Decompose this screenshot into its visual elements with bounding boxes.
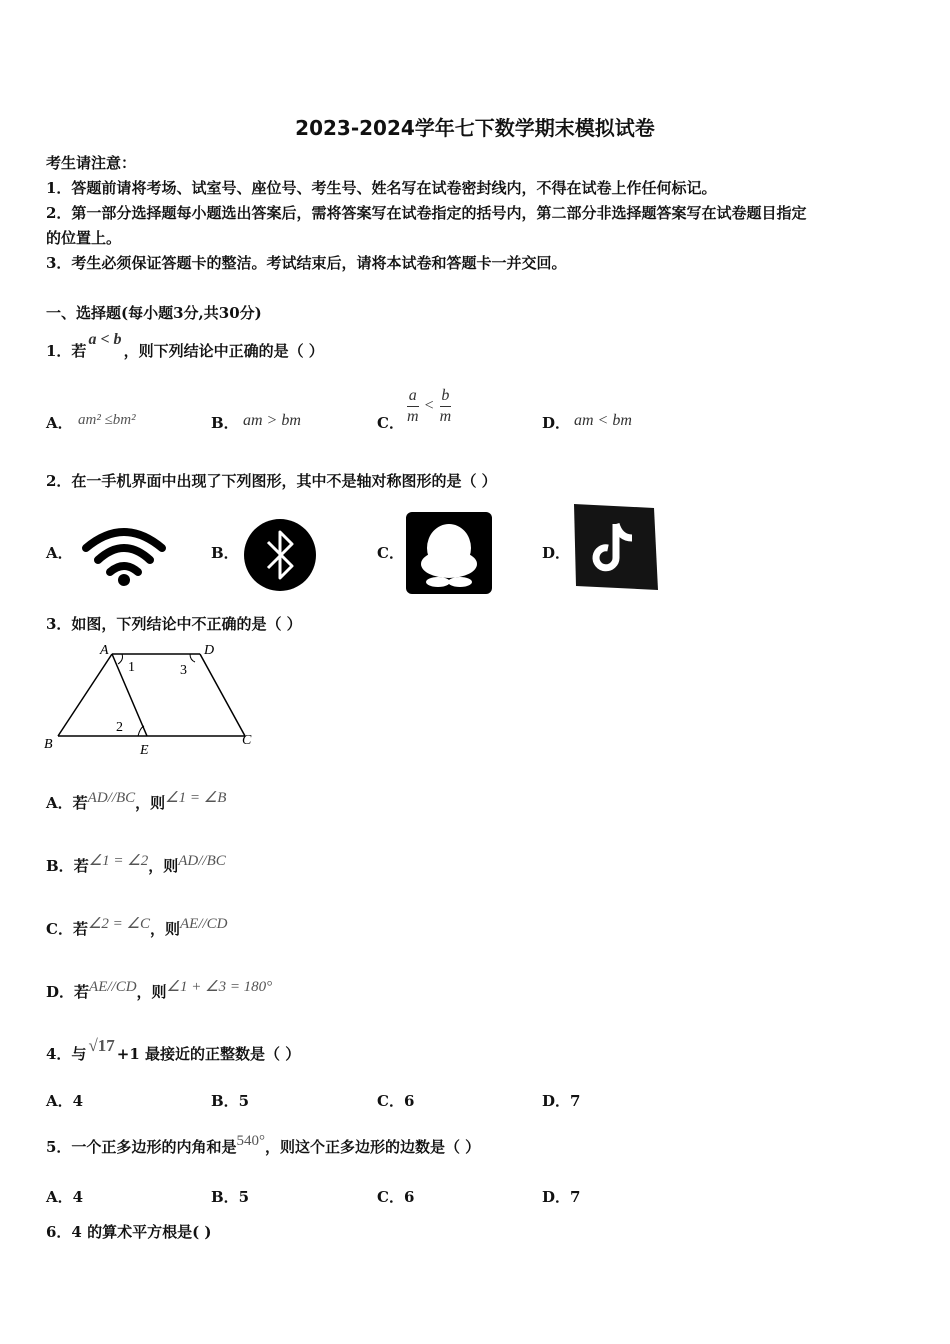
- fig-label-a: A: [100, 643, 109, 658]
- q1-suffix: ，则下列结论中正确的是（ ）: [123, 342, 324, 360]
- q6-stem: 6．4 的算术平方根是( ): [46, 1223, 212, 1241]
- q1-c-den1: m: [407, 408, 419, 425]
- q1-option-a: am² ≤bm²: [78, 412, 136, 428]
- q1-c-num1: a: [407, 386, 419, 407]
- notice-item-3: 3．考生必须保证答题卡的整洁。考试结束后，请将本试卷和答题卡一并交回。: [46, 254, 567, 272]
- q4-option-b: B．5: [211, 1092, 250, 1110]
- section-heading: 一、选择题(每小题3分,共30分): [46, 304, 262, 322]
- q5-value: 540°: [236, 1133, 265, 1149]
- notice-item-1: 1．答题前请将考场、试室号、座位号、考生号、姓名写在试卷密封线内，不得在试卷上作任何标记。: [46, 179, 717, 197]
- q1-prefix: 1．若: [46, 342, 87, 360]
- q4-option-c: C．6: [377, 1092, 415, 1110]
- tiktok-icon: [572, 502, 660, 592]
- q1-option-d: am < bm: [574, 412, 632, 429]
- q1-option-a-label: A．: [46, 414, 73, 432]
- fig-label-b: B: [44, 737, 53, 752]
- q3-option-b: B．若∠1 = ∠2，则AD//BC: [46, 853, 226, 875]
- q3-stem: 3．如图，下列结论中不正确的是（ ）: [46, 615, 302, 633]
- q5-option-c: C．6: [377, 1188, 415, 1206]
- q2-stem: 2．在一手机界面中出现了下列图形，其中不是轴对称图形的是（ ）: [46, 472, 497, 490]
- q1-c-num2: b: [440, 386, 452, 407]
- fig-label-c: C: [242, 733, 252, 748]
- notice-item-2-cont: 的位置上。: [46, 229, 122, 247]
- q5-option-a: A．4: [46, 1188, 84, 1206]
- wifi-icon: [80, 522, 168, 588]
- bluetooth-icon: [242, 518, 318, 592]
- q1-stem: [46, 331, 324, 361]
- q4-stem: 4．与 √17 +1 最接近的正整数是（ ）: [46, 1036, 301, 1063]
- q3-figure: [40, 640, 265, 760]
- q3-option-d: D．若AE//CD，则∠1 + ∠3 = 180°: [46, 979, 273, 1001]
- q1-option-d-label: D．: [542, 414, 571, 432]
- q5-option-d: D．7: [542, 1188, 581, 1206]
- q5-option-b: B．5: [211, 1188, 250, 1206]
- fig-angle-2: 2: [116, 720, 123, 735]
- q1-option-c-label: C．: [377, 414, 404, 432]
- q1-option-c: [407, 386, 451, 427]
- q3-option-c: C．若∠2 = ∠C，则AE//CD: [46, 916, 228, 938]
- notice-item-2: 2．第一部分选择题每小题选出答案后，需将答案写在试卷指定的括号内，第二部分非选择题答案写在试卷题目指定: [46, 204, 807, 222]
- q2-option-c-label: C．: [377, 544, 404, 562]
- q4-option-a: A．4: [46, 1092, 84, 1110]
- q1-option-b: am > bm: [243, 412, 301, 429]
- fig-angle-1: 1: [128, 660, 135, 675]
- q2-option-b-label: B．: [211, 544, 239, 562]
- q3-option-a: A．若AD//BC，则∠1 = ∠B: [46, 790, 227, 812]
- page-title: 2023-2024学年七下数学期末模拟试卷: [295, 116, 655, 140]
- fig-angle-3: 3: [180, 663, 187, 678]
- fig-label-d: D: [204, 643, 215, 658]
- q2-option-a-label: A．: [46, 544, 73, 562]
- qq-penguin-icon: [406, 512, 492, 594]
- q1-condition: a < b: [88, 331, 122, 348]
- q5-stem: 5．一个正多边形的内角和是540°，则这个正多边形的边数是（ ）: [46, 1133, 481, 1156]
- notice-heading: 考生请注意：: [46, 154, 137, 172]
- q1-c-den2: m: [439, 408, 452, 425]
- q4-radical: √17: [88, 1036, 115, 1055]
- fig-label-e: E: [140, 743, 149, 758]
- q1-option-b-label: B．: [211, 414, 239, 432]
- q4-option-d: D．7: [542, 1092, 581, 1110]
- q2-option-d-label: D．: [542, 544, 571, 562]
- q1-c-op: <: [424, 397, 434, 415]
